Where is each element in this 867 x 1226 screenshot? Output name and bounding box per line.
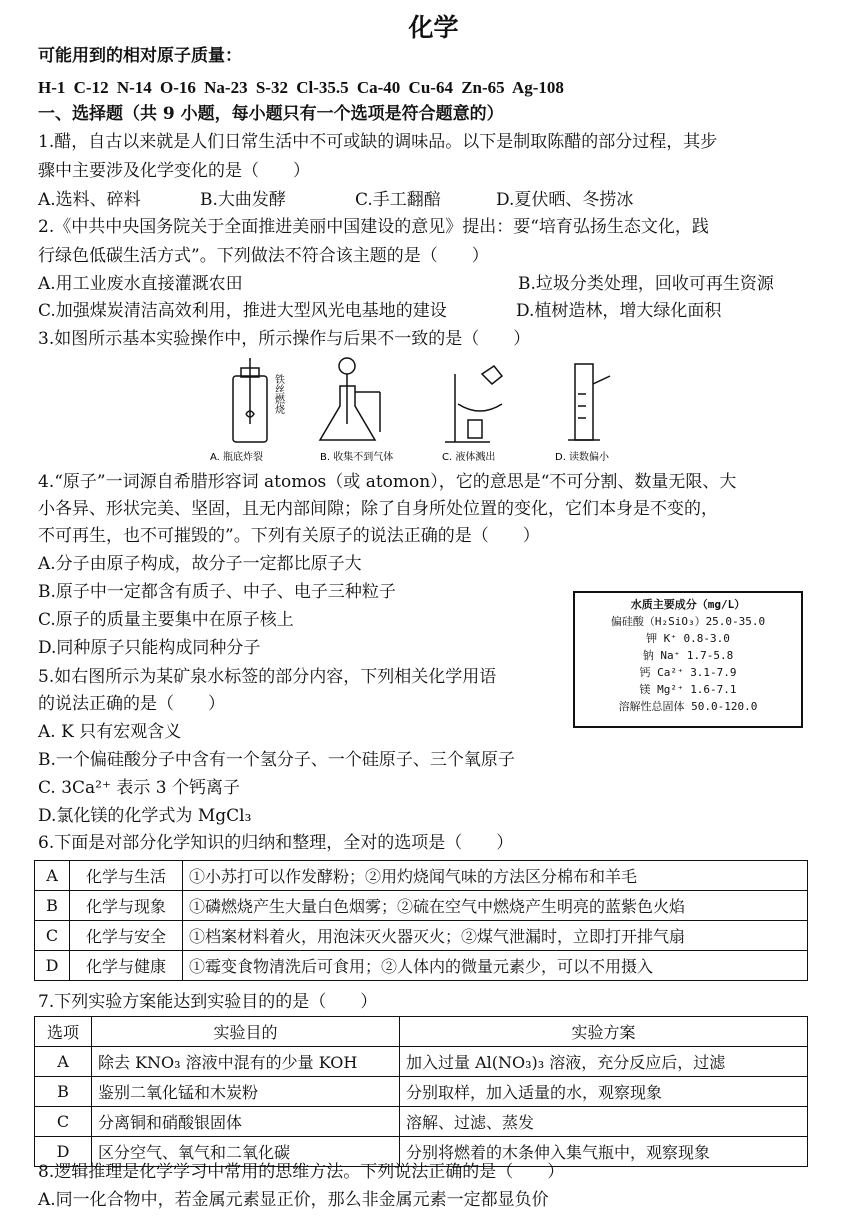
q1-stem-line2: 骤中主要涉及化学变化的是（ ） (38, 161, 310, 181)
table-header: 选项 (35, 1017, 92, 1047)
q3-caption-b: B. 收集不到气体 (320, 452, 394, 463)
table-cell: ①小苏打可以作发酵粉；②用灼烧闻气味的方法区分棉布和羊毛 (183, 861, 808, 891)
q2-stem-line2: 行绿色低碳生活方式”。下列做法不符合该主题的是（ ） (38, 246, 489, 266)
q2-option-a: A.用工业废水直接灌溉农田 (38, 274, 243, 294)
label-title: 水质主要成分（mg/L） (630, 598, 746, 611)
label-row: 钙 Ca²⁺ 3.1-7.9 (639, 666, 737, 679)
q8-stem: 8.逻辑推理是化学学习中常用的思维方法。下列说法正确的是（ ） (38, 1162, 565, 1182)
q5-stem-line2: 的说法正确的是（ ） (38, 694, 225, 714)
q5-option-a: A. K 只有宏观含义 (38, 722, 182, 742)
q3-stem: 3.如图所示基本实验操作中，所示操作与后果不一致的是（ ） (38, 329, 531, 349)
table-cell: ①档案材料着火，用泡沫灭火器灭火；②煤气泄漏时，立即打开排气扇 (183, 921, 808, 951)
q1-option-d: D.夏伏晒、冬捞冰 (496, 190, 634, 210)
q4-stem-line2: 小各异、形状完美、坚固，且无内部间隙；除了自身所处位置的变化，它们本身是不变的， (38, 499, 718, 519)
table-cell: C (35, 1107, 92, 1137)
table-cell: ①霉变食物清洗后可食用；②人体内的微量元素少，可以不用摄入 (183, 951, 808, 981)
table-cell: 加入过量 Al(NO₃)₃ 溶液，充分反应后，过滤 (400, 1047, 808, 1077)
table-cell: 化学与健康 (70, 951, 183, 981)
table-cell: 化学与安全 (70, 921, 183, 951)
q5-option-d: D.氯化镁的化学式为 MgCl₃ (38, 806, 252, 826)
table-cell: D (35, 951, 70, 981)
flask-icon (320, 358, 380, 440)
table-header-row (35, 1017, 808, 1047)
table-cell: 溶解、过滤、蒸发 (400, 1107, 808, 1137)
label-row: 溶解性总固体 50.0-120.0 (618, 700, 758, 713)
q4-stem-line3: 不可再生，也不可摧毁的”。下列有关原子的说法正确的是（ ） (38, 526, 540, 546)
table-row (35, 891, 808, 921)
table-cell: 区分空气、氧气和二氧化碳 (92, 1137, 400, 1167)
table-cell: 化学与现象 (70, 891, 183, 921)
table-row (35, 921, 808, 951)
q1-option-b: B.大曲发酵 (200, 190, 286, 210)
table-row (35, 951, 808, 981)
table-cell: 鉴别二氧化锰和木炭粉 (92, 1077, 400, 1107)
q6-table (34, 860, 808, 981)
table-cell: D (35, 1137, 92, 1167)
atomic-masses: H-1 C-12 N-14 O-16 Na-23 S-32 Cl-35.5 Ca-40 Cu-64 Zn-65 Ag-108 (38, 78, 564, 97)
q3-caption-a: A. 瓶底炸裂 (210, 452, 264, 463)
q2-stem-line1: 2.《中共中央国务院关于全面推进美丽中国建设的意见》提出：要“培育弘扬生态文化，践 (38, 217, 709, 237)
graduated-cylinder-icon (568, 364, 610, 440)
q4-option-d: D.同种原子只能构成同种分子 (38, 638, 261, 658)
q4-option-c: C.原子的质量主要集中在原子核上 (38, 610, 294, 630)
table-row (35, 861, 808, 891)
q5-option-b: B.一个偏硅酸分子中含有一个氢分子、一个硅原子、三个氧原子 (38, 750, 515, 770)
q3-apparatus-figure (200, 354, 640, 466)
table-cell: 分别取样，加入适量的水，观察现象 (400, 1077, 808, 1107)
q7-table (34, 1016, 808, 1167)
label-row: 钾 K⁺ 0.8-3.0 (646, 632, 730, 645)
table-header: 实验方案 (400, 1017, 808, 1047)
q2-option-c: C.加强煤炭清洁高效利用，推进大型风光电基地的建设 (38, 301, 447, 321)
table-cell: A (35, 1047, 92, 1077)
q4-option-a: A.分子由原子构成，故分子一定都比原子大 (38, 554, 362, 574)
q4-stem-line1: 4.“原子”一词源自希腊形容词 atomos（或 atomon），它的意思是“不可分割、数量无限、大 (38, 472, 737, 492)
mineral-water-label (573, 591, 803, 728)
q5-stem-line1: 5.如右图所示为某矿泉水标签的部分内容，下列相关化学用语 (38, 667, 497, 687)
atomic-mass-intro: 可能用到的相对原子质量： (38, 46, 242, 66)
label-row: 钠 Na⁺ 1.7-5.8 (642, 649, 734, 662)
q1-stem-line1: 1.醋，自古以来就是人们日常生活中不可或缺的调味品。以下是制取陈醋的部分过程，其步 (38, 132, 718, 152)
table-row (35, 1047, 808, 1077)
q3-caption-c: C. 液体溅出 (442, 452, 496, 463)
table-row (35, 1107, 808, 1137)
bottle-icon (233, 358, 267, 442)
q7-stem: 7.下列实验方案能达到实验目的的是（ ） (38, 992, 378, 1012)
wire-label: 铁丝燃烧 (272, 374, 284, 414)
q1-option-a: A.选料、碎料 (38, 190, 141, 210)
label-row: 镁 Mg²⁺ 1.6-7.1 (639, 683, 737, 696)
table-cell: 分离铜和硝酸银固体 (92, 1107, 400, 1137)
table-cell: 除去 KNO₃ 溶液中混有的少量 KOH (92, 1047, 400, 1077)
q2-option-b: B.垃圾分类处理，回收可再生资源 (518, 274, 774, 294)
table-cell: 化学与生活 (70, 861, 183, 891)
q4-option-b: B.原子中一定都含有质子、中子、电子三种粒子 (38, 582, 396, 602)
table-cell: C (35, 921, 70, 951)
table-cell: ①磷燃烧产生大量白色烟雾；②硫在空气中燃烧产生明亮的蓝紫色火焰 (183, 891, 808, 921)
page-title: 化学 (408, 13, 459, 42)
evaporating-dish-icon (445, 366, 502, 442)
table-cell: 分别将燃着的木条伸入集气瓶中，观察现象 (400, 1137, 808, 1167)
table-cell: B (35, 1077, 92, 1107)
q8-option-a: A.同一化合物中，若金属元素显正价，那么非金属元素一定都显负价 (38, 1190, 549, 1210)
label-row: 偏硅酸（H₂SiO₃）25.0-35.0 (610, 615, 766, 628)
table-cell: B (35, 891, 70, 921)
q5-option-c: C. 3Ca²⁺ 表示 3 个钙离子 (38, 778, 240, 798)
table-row (35, 1077, 808, 1107)
q2-option-d: D.植树造林，增大绿化面积 (516, 301, 722, 321)
table-cell: A (35, 861, 70, 891)
section-heading: 一、选择题（共 9 小题，每小题只有一个选项是符合题意的） (38, 104, 504, 124)
q6-stem: 6.下面是对部分化学知识的归纳和整理，全对的选项是（ ） (38, 833, 514, 853)
q3-caption-d: D. 读数偏小 (555, 452, 610, 463)
q1-option-c: C.手工翻醅 (355, 190, 441, 210)
table-header: 实验目的 (92, 1017, 400, 1047)
